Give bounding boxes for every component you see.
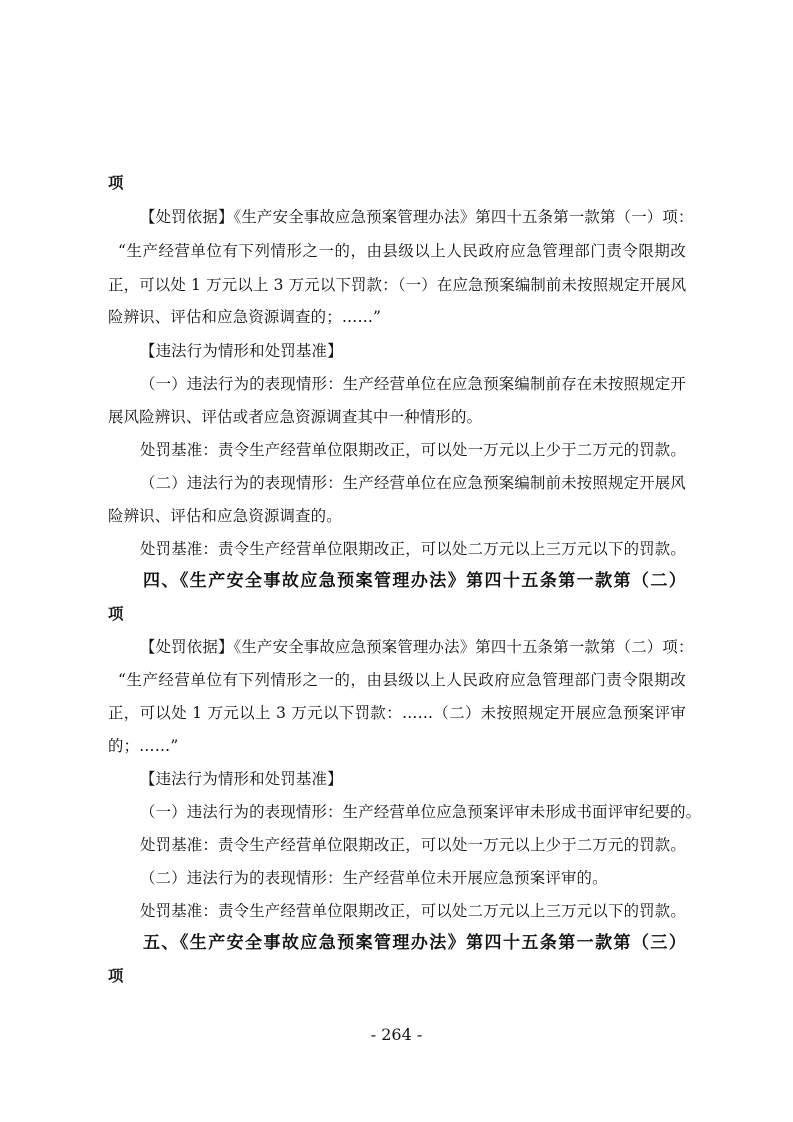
- page-number: - 264 -: [370, 1025, 423, 1044]
- standard-1: 处罚基准：责令生产经营单位限期改正，可以处一万元以上少于二万元的罚款。: [140, 441, 686, 459]
- section-heading-5: 五、《生产安全事故应急预案管理办法》第四十五条第一款第（三）: [143, 933, 686, 953]
- penalty-basis-2-line-2: “生产经营单位有下列情形之一的，由县级以上人民政府应急管理部门责令限期改: [118, 671, 686, 689]
- section-label-2: 【违法行为情形和处罚基准】: [140, 770, 343, 788]
- penalty-basis-line-3: 正，可以处 1 万元以上 3 万元以下罚款：（一）在应急预案编制前未按照规定开展风: [108, 276, 687, 294]
- case-2-line-1: （二）违法行为的表现情形：生产经营单位在应急预案编制前未按照规定开展风: [140, 474, 686, 492]
- heading-continuation: 项: [108, 174, 124, 192]
- section-label: 【违法行为情形和处罚基准】: [140, 342, 343, 360]
- case-1-line-2: 展风险辨识、评估或者应急资源调查其中一种情形的。: [108, 408, 483, 426]
- standard-4: 处罚基准：责令生产经营单位限期改正，可以处二万元以上三万元以下的罚款。: [140, 902, 686, 920]
- case-2-line-2: 险辨识、评估和应急资源调查的。: [108, 507, 342, 525]
- case-1-line-1: （一）违法行为的表现情形：生产经营单位在应急预案编制前存在未按照规定开: [140, 375, 686, 393]
- penalty-basis-line-4: 险辨识、评估和应急资源调查的；……”: [108, 308, 382, 326]
- penalty-basis-2-line-1: 【处罚依据】《生产安全事故应急预案管理办法》第四十五条第一款第（二）项：: [140, 638, 694, 656]
- section-heading-4-cont: 项: [108, 605, 124, 623]
- section-heading-5-cont: 项: [108, 967, 124, 985]
- penalty-basis-line-1: 【处罚依据】《生产安全事故应急预案管理办法》第四十五条第一款第（一）项：: [140, 208, 694, 226]
- penalty-basis-line-2: “生产经营单位有下列情形之一的，由县级以上人民政府应急管理部门责令限期改: [118, 242, 686, 260]
- penalty-basis-2-line-3: 正，可以处 1 万元以上 3 万元以下罚款：……（二）未按照规定开展应急预案评审: [108, 704, 686, 722]
- case-3: （一）违法行为的表现情形：生产经营单位应急预案评审未形成书面评审纪要的。: [140, 803, 702, 821]
- section-heading-4: 四、《生产安全事故应急预案管理办法》第四十五条第一款第（二）: [143, 571, 686, 591]
- penalty-basis-2-line-4: 的；……”: [108, 737, 179, 755]
- standard-3: 处罚基准：责令生产经营单位限期改正，可以处一万元以上少于二万元的罚款。: [140, 836, 686, 854]
- case-4: （二）违法行为的表现情形：生产经营单位未开展应急预案评审的。: [140, 869, 608, 887]
- standard-2: 处罚基准：责令生产经营单位限期改正，可以处二万元以上三万元以下的罚款。: [140, 540, 686, 558]
